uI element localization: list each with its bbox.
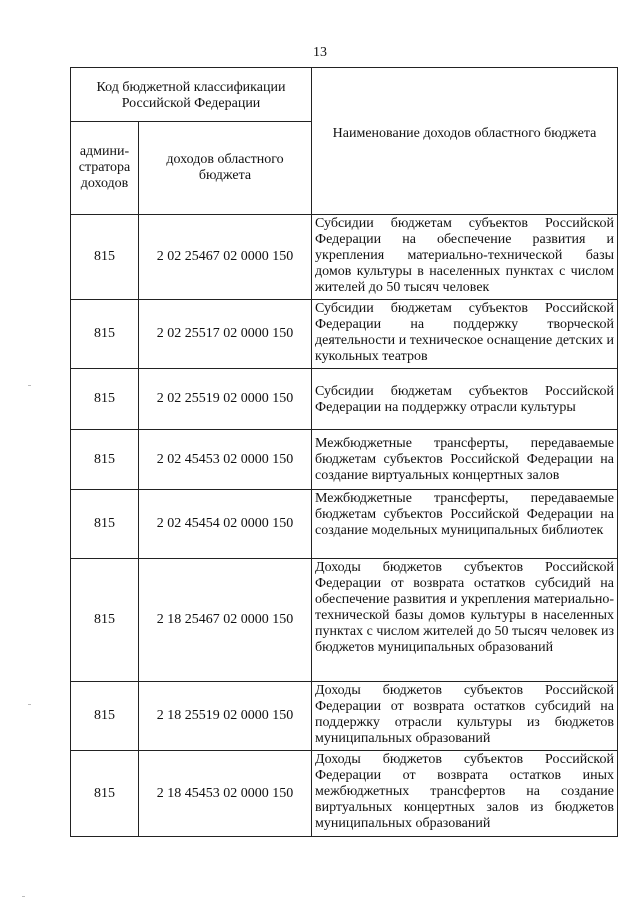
row-income-name: Субсидии бюджетам субъектов Российской Федерации на поддержку творческой деятельности и техническое оснащение детских и кукольных театров	[312, 300, 618, 369]
row-admin-code: 815	[71, 300, 139, 369]
header-row-top	[71, 68, 618, 122]
table-row	[71, 430, 618, 490]
row-budget-code: 2 02 25467 02 0000 150	[139, 215, 312, 300]
row-admin-code: 815	[71, 215, 139, 300]
budget-classification-table	[70, 67, 618, 837]
header-income-code: доходов областного бюджета	[139, 122, 312, 215]
row-income-name: Субсидии бюджетам субъектов Российской Федерации на поддержку отрасли культуры	[312, 369, 618, 430]
row-income-name: Доходы бюджетов субъектов Российской Федерации от возврата остатков иных межбюджетных трансфертов на создание виртуальных концертных залов из бюджетов муниципальных образований	[312, 751, 618, 837]
header-income-name: Наименование доходов областного бюджета	[312, 68, 618, 215]
row-budget-code: 2 02 25519 02 0000 150	[139, 369, 312, 430]
scan-speck	[28, 704, 31, 705]
row-income-name: Межбюджетные трансферты, передаваемые бюджетам субъектов Российской Федерации на создание модельных муниципальных библиотек	[312, 490, 618, 559]
row-income-name: Доходы бюджетов субъектов Российской Федерации от возврата остатков субсидий на поддержку отрасли культуры из бюджетов муниципальных образований	[312, 682, 618, 751]
scan-speck	[22, 896, 25, 897]
header-admin: админи- стратора доходов	[71, 122, 139, 215]
row-income-name: Субсидии бюджетам субъектов Российской Федерации на обеспечение развития и укрепления материально-технической базы домов культуры в населенных пунктах с числом жителей до 50 тысяч человек	[312, 215, 618, 300]
table-row	[71, 682, 618, 751]
row-admin-code: 815	[71, 682, 139, 751]
row-admin-code: 815	[71, 369, 139, 430]
row-budget-code: 2 02 45453 02 0000 150	[139, 430, 312, 490]
scan-speck	[28, 385, 31, 386]
header-code-group: Код бюджетной классификации Российской Федерации	[71, 68, 312, 122]
table-row	[71, 215, 618, 300]
table-row	[71, 751, 618, 837]
row-admin-code: 815	[71, 430, 139, 490]
row-admin-code: 815	[71, 490, 139, 559]
table-row	[71, 300, 618, 369]
row-budget-code: 2 02 45454 02 0000 150	[139, 490, 312, 559]
row-budget-code: 2 18 25467 02 0000 150	[139, 559, 312, 682]
row-income-name: Доходы бюджетов субъектов Российской Федерации от возврата остатков субсидий на обеспечение развития и укрепления материально-технической базы домов культуры в населенных пунктах с числом жителей до 50 тысяч человек из бюджетов муниципальных образований	[312, 559, 618, 682]
page-number: 13	[313, 45, 327, 60]
table-row	[71, 369, 618, 430]
row-budget-code: 2 18 25519 02 0000 150	[139, 682, 312, 751]
row-admin-code: 815	[71, 559, 139, 682]
row-income-name: Межбюджетные трансферты, передаваемые бюджетам субъектов Российской Федерации на создание виртуальных концертных залов	[312, 430, 618, 490]
row-budget-code: 2 02 25517 02 0000 150	[139, 300, 312, 369]
row-budget-code: 2 18 45453 02 0000 150	[139, 751, 312, 837]
table-row	[71, 490, 618, 559]
row-admin-code: 815	[71, 751, 139, 837]
table-row	[71, 559, 618, 682]
